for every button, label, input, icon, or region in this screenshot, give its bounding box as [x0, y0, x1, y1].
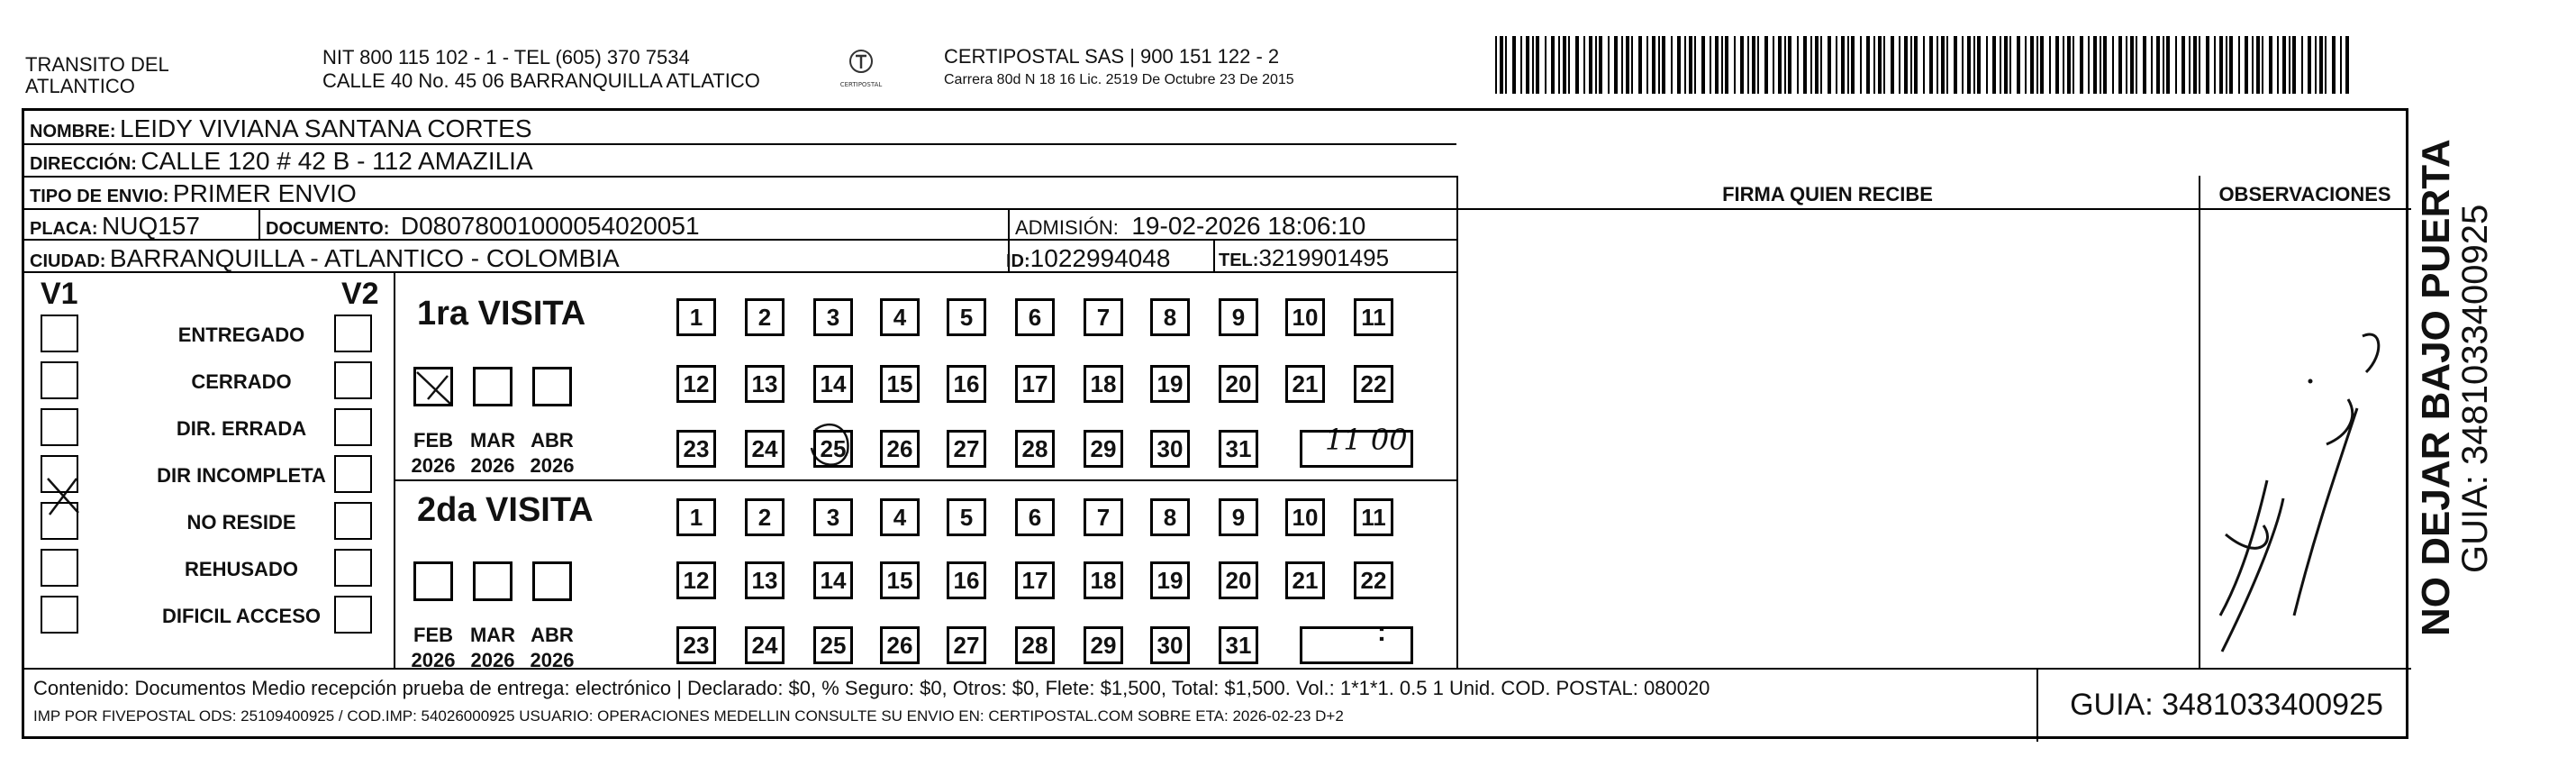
day-box[interactable]: 21	[1285, 365, 1325, 403]
day-box[interactable]: 24	[745, 430, 785, 468]
day-box[interactable]: 2	[745, 298, 785, 336]
day-box[interactable]: 23	[676, 626, 716, 664]
recipient-id: 1022994048	[1029, 244, 1171, 272]
v1-checkbox[interactable]	[41, 596, 78, 634]
day-box[interactable]: 13	[745, 365, 785, 403]
month-checkbox[interactable]	[473, 561, 512, 601]
day-box[interactable]: 20	[1219, 561, 1258, 599]
print-info: IMP POR FIVEPOSTAL ODS: 25109400925 / COD.IMP: 54026000925 USUARIO: OPERACIONES MEDELLIN CONSULTE SU ENVIO EN: CERTIPOSTAL.COM SOBRE ETA: 2026-02-23 D+2	[33, 707, 1344, 725]
v1-checkbox[interactable]	[41, 455, 78, 493]
month-label: FEB 2026	[411, 429, 456, 477]
document-field: DOCUMENTO: D08078001000054020051	[266, 212, 700, 240]
day-box[interactable]: 15	[880, 561, 920, 599]
day-box[interactable]: 23	[676, 430, 716, 468]
second-visit-title: 2da VISITA	[417, 491, 594, 529]
day-box[interactable]: 10	[1285, 498, 1325, 536]
address-field: DIRECCIÓN: CALLE 120 # 42 B - 112 AMAZILIA	[30, 147, 533, 175]
recipient-name: LEIDY VIVIANA SANTANA CORTES	[120, 114, 532, 142]
day-box[interactable]: 3	[813, 498, 853, 536]
day-box[interactable]: 25	[813, 430, 853, 468]
month-label: ABR 2026	[530, 624, 575, 671]
day-box[interactable]: 26	[880, 430, 920, 468]
admission-datetime: 19-02-2026 18:06:10	[1131, 212, 1366, 240]
v2-checkbox[interactable]	[334, 455, 372, 493]
recipient-tel: 3219901495	[1258, 244, 1390, 271]
day-box[interactable]: 5	[947, 498, 986, 536]
day-box[interactable]: 28	[1015, 626, 1055, 664]
id-field: ID:1022994048	[1006, 244, 1171, 272]
day-box[interactable]: 18	[1084, 365, 1123, 403]
day-box[interactable]: 30	[1150, 430, 1190, 468]
day-box[interactable]: 24	[745, 626, 785, 664]
day-box[interactable]: 26	[880, 626, 920, 664]
day-box[interactable]: 30	[1150, 626, 1190, 664]
shipment-type: PRIMER ENVIO	[172, 179, 357, 207]
guide-number: GUIA: 3481033400925	[2070, 688, 2383, 722]
day-box[interactable]: 2	[745, 498, 785, 536]
day-box[interactable]: 7	[1084, 498, 1123, 536]
no-under-door-warning: NO DEJAR BAJO PUERTA	[2414, 139, 2458, 636]
month-checkbox[interactable]	[413, 367, 453, 406]
day-box[interactable]: 9	[1219, 298, 1258, 336]
second-visit-time: :	[1377, 617, 1386, 647]
day-box[interactable]: 18	[1084, 561, 1123, 599]
time-box[interactable]	[1300, 430, 1413, 468]
day-box[interactable]: 19	[1150, 561, 1190, 599]
first-visit-title: 1ra VISITA	[417, 295, 586, 333]
day-box[interactable]: 11	[1354, 298, 1393, 336]
license-line: Carrera 80d N 18 16 Lic. 2519 De Octubre 23 De 2015	[944, 72, 1294, 87]
day-box[interactable]: 16	[947, 561, 986, 599]
day-box[interactable]: 28	[1015, 430, 1055, 468]
day-box[interactable]: 12	[676, 561, 716, 599]
month-checkbox[interactable]	[532, 561, 572, 601]
v2-label: V2	[341, 277, 379, 311]
time-box[interactable]	[1300, 626, 1413, 664]
v2-checkbox[interactable]	[334, 361, 372, 399]
month-label: MAR 2026	[469, 429, 516, 477]
v1-checkbox[interactable]	[41, 408, 78, 446]
day-box[interactable]: 6	[1015, 298, 1055, 336]
reason-label: CERRADO	[191, 370, 292, 393]
v2-checkbox[interactable]	[334, 315, 372, 352]
certipostal-logo	[834, 45, 888, 94]
month-checkbox[interactable]	[532, 367, 572, 406]
day-box[interactable]: 7	[1084, 298, 1123, 336]
admission-field: ADMISIÓN: 19-02-2026 18:06:10	[1015, 212, 1366, 240]
day-box[interactable]: 4	[880, 498, 920, 536]
day-box[interactable]: 19	[1150, 365, 1190, 403]
v2-checkbox[interactable]	[334, 549, 372, 587]
month-checkbox[interactable]	[473, 367, 512, 406]
v2-checkbox[interactable]	[334, 502, 372, 540]
recipient-address: CALLE 120 # 42 B - 112 AMAZILIA	[141, 147, 533, 175]
month-label: ABR 2026	[530, 429, 575, 477]
v2-checkbox[interactable]	[334, 596, 372, 634]
day-box[interactable]: 22	[1354, 561, 1393, 599]
day-box[interactable]: 22	[1354, 365, 1393, 403]
courier-line: CERTIPOSTAL SAS | 900 151 122 - 2	[944, 45, 1280, 68]
handwritten-time: 11 00	[1325, 423, 1408, 457]
delivery-form	[22, 108, 2408, 739]
document-number: D08078001000054020051	[400, 212, 700, 240]
address-line: CALLE 40 No. 45 06 BARRANQUILLA ATLATICO	[322, 69, 760, 92]
day-box[interactable]: 14	[813, 365, 853, 403]
plate-field: PLACA: NUQ157	[30, 212, 200, 240]
tracking-barcode	[1495, 36, 2360, 94]
reason-label: NO RESIDE	[186, 511, 296, 534]
day-box[interactable]: 13	[745, 561, 785, 599]
observations-header: OBSERVACIONES	[2218, 183, 2391, 205]
day-box[interactable]: 16	[947, 365, 986, 403]
name-field: NOMBRE: LEIDY VIVIANA SANTANA CORTES	[30, 114, 532, 142]
v2-checkbox[interactable]	[334, 408, 372, 446]
v1-checkbox[interactable]	[41, 549, 78, 587]
day-box[interactable]: 6	[1015, 498, 1055, 536]
day-box[interactable]: 8	[1150, 498, 1190, 536]
day-box[interactable]: 10	[1285, 298, 1325, 336]
signature-header: FIRMA QUIEN RECIBE	[1722, 183, 1933, 205]
day-box[interactable]: 1	[676, 298, 716, 336]
month-checkbox[interactable]	[413, 561, 453, 601]
day-box[interactable]: 27	[947, 430, 986, 468]
org-name-line2: ATLANTICO	[25, 75, 135, 97]
day-box[interactable]: 27	[947, 626, 986, 664]
org-name-line1: TRANSITO DEL	[25, 53, 169, 76]
day-box[interactable]: 11	[1354, 498, 1393, 536]
day-box[interactable]: 31	[1219, 430, 1258, 468]
day-box[interactable]: 9	[1219, 498, 1258, 536]
city: BARRANQUILLA - ATLANTICO - COLOMBIA	[109, 244, 620, 272]
day-box[interactable]: 29	[1084, 430, 1123, 468]
day-box[interactable]: 4	[880, 298, 920, 336]
v1-checkbox[interactable]	[41, 502, 78, 540]
day-box[interactable]: 20	[1219, 365, 1258, 403]
reason-label: REHUSADO	[185, 558, 298, 580]
tel-field: TEL:3219901495	[1219, 244, 1390, 271]
side-guide-number: GUIA: 3481033400925	[2455, 204, 2495, 573]
day-box[interactable]: 1	[676, 498, 716, 536]
day-box[interactable]: 31	[1219, 626, 1258, 664]
v1-label: V1	[41, 277, 78, 311]
month-label: MAR 2026	[469, 624, 516, 671]
day-box[interactable]: 29	[1084, 626, 1123, 664]
reason-label: DIR. ERRADA	[176, 417, 307, 440]
nit-line: NIT 800 115 102 - 1 - TEL (605) 370 7534	[322, 46, 690, 68]
reason-label: DIFICIL ACCESO	[161, 605, 321, 627]
day-box[interactable]: 15	[880, 365, 920, 403]
content-summary: Contenido: Documentos Medio recepción prueba de entrega: electrónico | Declarado: $0, % Seguro: $0, Otros: $0, Flete: $1,500, Total: $1,500. Vol.: 1*1*1. 0.5 1 Unid. COD. POSTAL: 080020	[33, 677, 1710, 699]
day-box[interactable]: 8	[1150, 298, 1190, 336]
plate: NUQ157	[102, 212, 200, 240]
v1-checkbox[interactable]	[41, 361, 78, 399]
day-box[interactable]: 25	[813, 626, 853, 664]
day-box[interactable]: 3	[813, 298, 853, 336]
day-box[interactable]: 12	[676, 365, 716, 403]
reason-label: DIR INCOMPLETA	[157, 464, 326, 487]
day-box[interactable]: 17	[1015, 365, 1055, 403]
logo-caption: CERTIPOSTAL	[839, 81, 883, 88]
day-box[interactable]: 5	[947, 298, 986, 336]
day-box[interactable]: 17	[1015, 561, 1055, 599]
day-box[interactable]: 14	[813, 561, 853, 599]
v1-checkbox[interactable]	[41, 315, 78, 352]
shipment-type-field: TIPO DE ENVIO: PRIMER ENVIO	[30, 179, 357, 207]
day-box[interactable]: 21	[1285, 561, 1325, 599]
reason-label: ENTREGADO	[177, 324, 305, 346]
month-label: FEB 2026	[411, 624, 456, 671]
city-field: CIUDAD: BARRANQUILLA - ATLANTICO - COLOMBIA	[30, 244, 620, 272]
